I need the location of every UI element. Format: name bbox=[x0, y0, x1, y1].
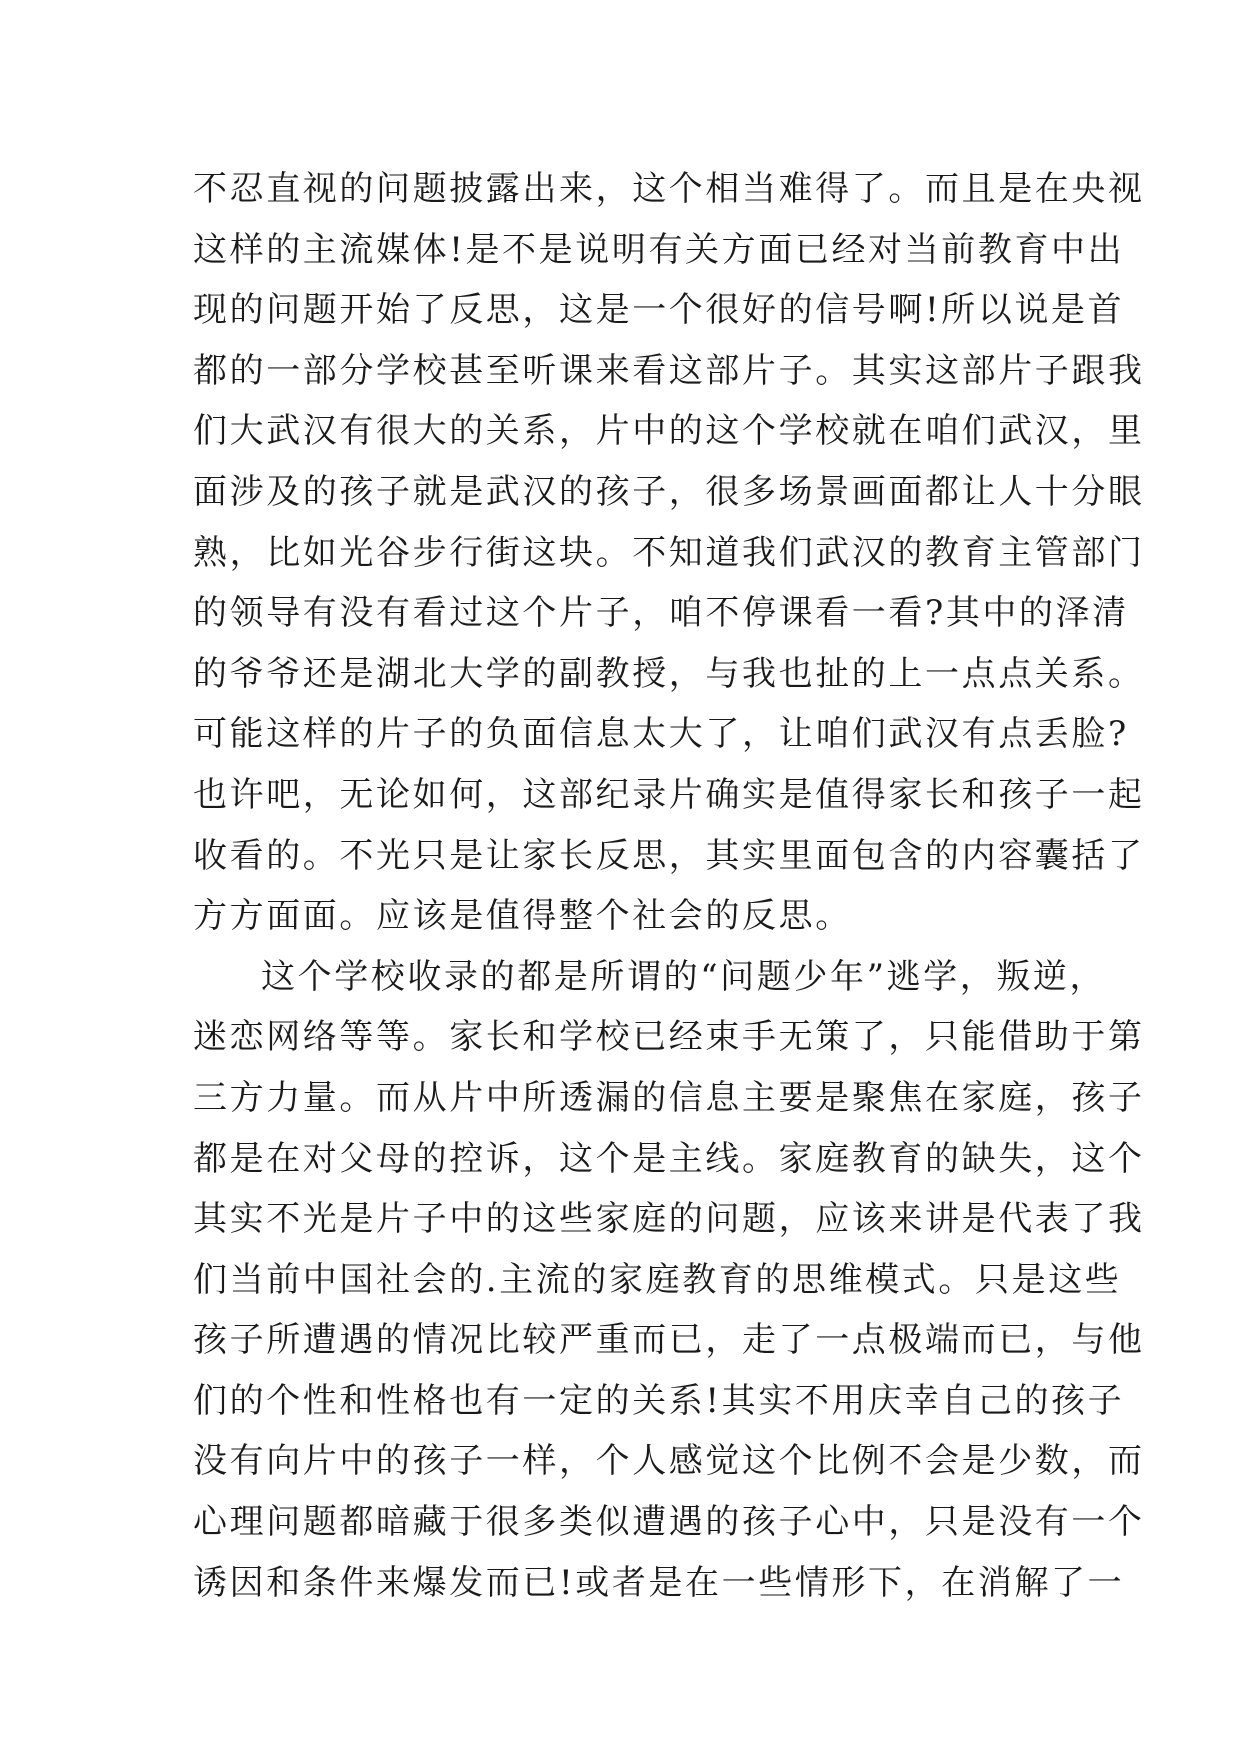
text-line: 们当前中国社会的.主流的家庭教育的思维模式。只是这些 bbox=[193, 1259, 1122, 1300]
text-line: 都的一部分学校甚至听课来看这部片子。其实这部片子跟我 bbox=[193, 350, 1145, 391]
text-line: 这样的主流媒体!是不是说明有关方面已经对当前教育中出 bbox=[193, 229, 1125, 270]
text-line: 收看的。不光只是让家长反思，其实里面包含的内容囊括了 bbox=[193, 835, 1145, 876]
text-line: 们的个性和性格也有一定的关系!其实不用庆幸自己的孩子 bbox=[193, 1380, 1125, 1421]
text-line: 面涉及的孩子就是武汉的孩子，很多场景画面都让人十分眼 bbox=[193, 471, 1145, 512]
text-line: 诱因和条件来爆发而已!或者是在一些情形下，在消解了一 bbox=[193, 1562, 1125, 1603]
text-line: 迷恋网络等等。家长和学校已经束手无策了，只能借助于第 bbox=[193, 1017, 1145, 1058]
text-line: 方方面面。应该是值得整个社会的反思。 bbox=[193, 896, 852, 937]
text-line: 心理问题都暗藏于很多类似遭遇的孩子心中，只是没有一个 bbox=[193, 1502, 1145, 1543]
text-line: 不忍直视的问题披露出来，这个相当难得了。而且是在央视 bbox=[193, 169, 1145, 209]
text-line: 的领导有没有看过这个片子，咱不停课看一看?其中的泽清 bbox=[193, 593, 1129, 634]
text-line: 三方力量。而从片中所透漏的信息主要是聚焦在家庭，孩子 bbox=[193, 1077, 1145, 1118]
text-line: 现的问题开始了反思，这是一个很好的信号啊!所以说是首 bbox=[193, 290, 1125, 331]
text-line: 没有向片中的孩子一样，个人感觉这个比例不会是少数，而 bbox=[193, 1441, 1145, 1482]
text-line: 都是在对父母的控诉，这个是主线。家庭教育的缺失，这个 bbox=[193, 1138, 1145, 1179]
text-line: 的爷爷还是湖北大学的副教授，与我也扯的上一点点关系。 bbox=[193, 653, 1145, 694]
text-line: 孩子所遭遇的情况比较严重而已，走了一点极端而已，与他 bbox=[193, 1320, 1145, 1361]
text-line: 可能这样的片子的负面信息太大了，让咱们武汉有点丢脸? bbox=[193, 714, 1129, 755]
body-text bbox=[193, 159, 1145, 1613]
text-line: 也许吧，无论如何，这部纪录片确实是值得家长和孩子一起 bbox=[193, 774, 1145, 815]
text-line: 们大武汉有很大的关系，片中的这个学校就在咱们武汉，里 bbox=[193, 411, 1145, 452]
text-line: 熟，比如光谷步行街这块。不知道我们武汉的教育主管部门 bbox=[193, 532, 1145, 573]
text-line: 其实不光是片子中的这些家庭的问题，应该来讲是代表了我 bbox=[193, 1199, 1145, 1240]
paragraph-start-line: 这个学校收录的都是所谓的“问题少年”逃学，叛逆， bbox=[261, 956, 1107, 997]
